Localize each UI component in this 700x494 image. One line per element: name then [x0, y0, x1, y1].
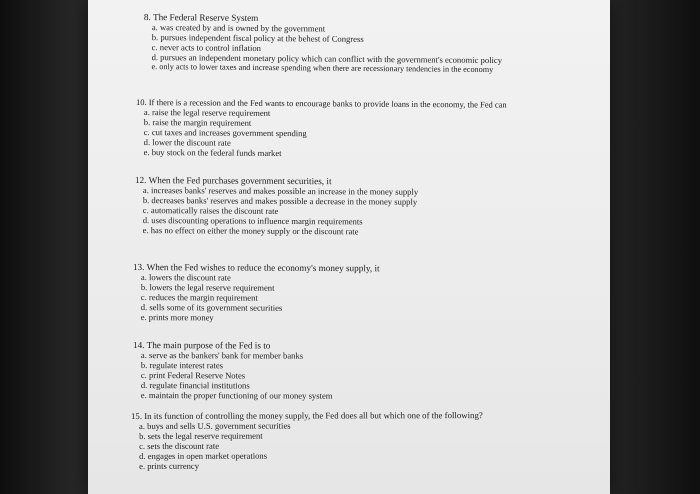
answer-option: d. uses discounting operations to influence margin requirements — [142, 215, 363, 227]
answer-option: e. buy stock on the federal funds market — [143, 147, 282, 159]
answer-option: d. pursues an independent monetary policy which can conflict with the government's economic policy — [151, 52, 503, 66]
question-stem: 14. The main purpose of the Fed is to — [132, 340, 271, 351]
question-stem: 12. When the Fed purchases government securities, it — [134, 175, 332, 187]
answer-option: d. sells some of its government securities — [140, 302, 283, 313]
answer-option: e. prints currency — [139, 460, 200, 471]
answer-option: a. serve as the bankers' bank for member banks — [140, 350, 304, 361]
answer-option: a. increases banks' reserves and makes possible an increase in the money supply — [142, 185, 419, 197]
answer-option: e. has no effect on either the money supply or the discount rate — [142, 225, 359, 237]
answer-option: b. pursues independent fiscal policy at the behest of Congress — [151, 32, 364, 44]
question-13 — [133, 262, 380, 323]
answer-option: d. engages in open market operations — [139, 450, 268, 461]
answer-option: c. automatically raises the discount rate — [142, 205, 279, 216]
answer-option: e. only acts to lower taxes and increase spending when there are recessionary tendencies in the economy — [151, 62, 494, 75]
answer-option: c. reduces the margin requirement — [140, 292, 258, 303]
answer-option: a. was created by and is owned by the government — [151, 22, 326, 34]
answer-option: e. prints more money — [140, 312, 214, 323]
answer-option: a. raise the legal reserve requirement — [143, 107, 271, 118]
answer-option: b. raise the margin requirement — [143, 117, 252, 128]
question-8 — [143, 12, 502, 75]
answer-option: c. cut taxes and increases government spending — [143, 127, 307, 139]
question-12 — [135, 175, 419, 237]
answer-option: c. print Federal Reserve Notes — [140, 370, 246, 381]
answer-option: b. sets the legal reserve requirement — [139, 430, 263, 441]
answer-option: b. decreases banks' reserves and makes possible a decrease in the money supply — [142, 195, 418, 207]
answer-option: c. sets the discount rate — [139, 440, 220, 451]
answer-option: b. lowers the legal reserve requirement — [140, 282, 275, 293]
answer-option: a. lowers the discount rate — [140, 272, 231, 283]
answer-option: c. never acts to control inflation — [151, 42, 262, 54]
answer-option: a. buys and sells U.S. government securities — [139, 420, 291, 431]
question-14 — [133, 340, 333, 401]
question-10 — [136, 97, 507, 160]
question-stem: 8. The Federal Reserve System — [143, 12, 259, 23]
answer-option: d. lower the discount rate — [143, 137, 231, 148]
question-stem: 15. In its function of controlling the money supply, the Fed does all but which one of the following? — [131, 410, 483, 421]
question-15 — [131, 410, 483, 471]
question-stem: 10. If there is a recession and the Fed wants to encourage banks to provide loans in the economy, the Fed can — [135, 97, 507, 110]
answer-option: b. regulate interest rates — [140, 360, 224, 371]
answer-option: d. regulate financial institutions — [140, 380, 250, 391]
answer-option: e. maintain the proper functioning of our money system — [140, 390, 333, 401]
question-stem: 13. When the Fed wishes to reduce the economy's money supply, it — [132, 262, 380, 274]
